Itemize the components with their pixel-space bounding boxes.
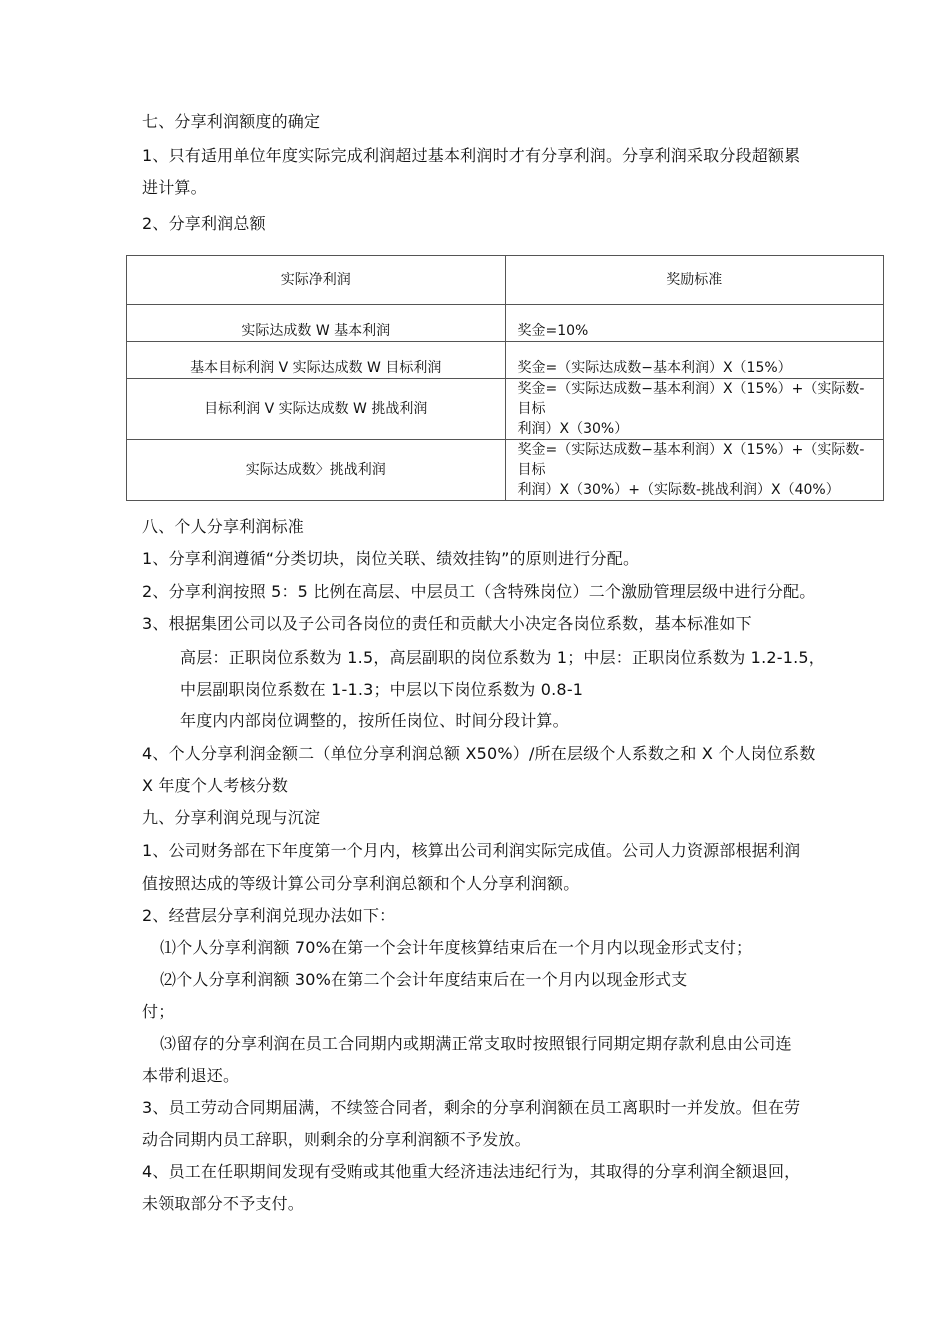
section-9-item-2-line-1: ⑵个人分享利润额 30%在第二个会计年度结束后在一个月内以现金形式支	[160, 970, 688, 989]
table-header-standard: 奖励标准	[505, 256, 884, 305]
section-8-para-3: 3、根据集团公司以及子公司各岗位的责任和贡献大小决定各岗位系数，基本标准如下	[142, 614, 752, 633]
section-7-para-1-line-2: 进计算。	[142, 178, 207, 197]
section-8-para-4-line-2: X 年度个人考核分数	[142, 776, 289, 795]
table-row	[127, 342, 884, 379]
table-cell-condition: 基本目标利润 V 实际达成数 W 目标利润	[127, 342, 506, 379]
standard-text-line: 奖金=（实际达成数−基本利润）X（15%）	[517, 360, 792, 376]
standard-text-line: 利润）X（30%）+（实际数-挑战利润）X（40%）	[517, 482, 840, 498]
section-8-para-3-sub-1: 高层：正职岗位系数为 1.5，高层副职的岗位系数为 1；中层：正职岗位系数为 1.2-1.5，	[180, 648, 825, 667]
section-8-para-3-sub-3: 年度内内部岗位调整的，按所任岗位、时间分段计算。	[180, 711, 569, 730]
table-header-row	[127, 256, 884, 305]
section-9-para-4-line-2: 未领取部分不予支付。	[142, 1194, 305, 1213]
section-9-para-3-line-1: 3、员工劳动合同期届满，不续签合同者，剩余的分享利润额在员工离职时一并发放。但在劳	[142, 1098, 801, 1117]
standard-text-line: 利润）X（30%）	[517, 421, 629, 437]
section-8-heading: 八、个人分享利润标准	[142, 517, 305, 536]
section-7-para-2: 2、分享利润总额	[142, 214, 266, 233]
section-8-para-3-sub-2: 中层副职岗位系数在 1-1.3；中层以下岗位系数为 0.8-1	[180, 680, 584, 699]
section-7-para-1-line-1: 1、只有适用单位年度实际完成利润超过基本利润时才有分享利润。分享利润采取分段超额累	[142, 146, 801, 165]
table-cell-standard	[505, 379, 884, 440]
table-cell-condition: 实际达成数〉挑战利润	[127, 440, 506, 501]
standard-text-line: 奖金=（实际达成数−基本利润）X（15%）+（实际数-目标	[517, 442, 865, 478]
table-cell-condition: 目标利润 V 实际达成数 W 挑战利润	[127, 379, 506, 440]
table-row	[127, 440, 884, 501]
standard-text-line: 奖金=（实际达成数−基本利润）X（15%）+（实际数-目标	[517, 381, 865, 417]
section-9-para-1-line-2: 值按照达成的等级计算公司分享利润总额和个人分享利润额。	[142, 874, 580, 893]
table-cell-standard	[505, 342, 884, 379]
section-7-heading: 七、分享利润额度的确定	[142, 112, 321, 131]
section-9-para-1-line-1: 1、公司财务部在下年度第一个月内，核算出公司利润实际完成值。公司人力资源部根据利润	[142, 841, 801, 860]
section-9-item-3-line-2: 本带利退还。	[142, 1066, 240, 1085]
table-row	[127, 305, 884, 342]
table-cell-standard	[505, 440, 884, 501]
table-cell-condition: 实际达成数 W 基本利润	[127, 305, 506, 342]
section-8-para-2: 2、分享利润按照 5：5 比例在高层、中层员工（含特殊岗位）二个激励管理层级中进行分配。	[142, 582, 816, 601]
section-9-para-3-line-2: 动合同期内员工辞职，则剩余的分享利润额不予发放。	[142, 1130, 531, 1149]
table-header-condition: 实际净利润	[127, 256, 506, 305]
standard-text-line: 奖金=10%	[517, 323, 589, 339]
section-9-para-4-line-1: 4、员工在任职期间发现有受贿或其他重大经济违法违纪行为，其取得的分享利润全额退回，	[142, 1162, 801, 1181]
section-9-item-2-line-2: 付；	[142, 1002, 175, 1021]
reward-standard-table	[126, 255, 884, 501]
table-cell-standard	[505, 305, 884, 342]
section-9-item-3-line-1: ⑶留存的分享利润在员工合同期内或期满正常支取时按照银行同期定期存款利息由公司连	[160, 1034, 792, 1053]
section-9-item-1: ⑴个人分享利润额 70%在第一个会计年度核算结束后在一个月内以现金形式支付；	[160, 938, 753, 957]
section-9-para-2: 2、经营层分享利润兑现办法如下：	[142, 906, 396, 925]
section-8-para-4-line-1: 4、个人分享利润金额二（单位分享利润总额 X50%）/所在层级个人系数之和 X 个人岗位系数	[142, 744, 816, 763]
section-9-heading: 九、分享利润兑现与沉淀	[142, 808, 321, 827]
section-8-para-1: 1、分享利润遵循“分类切块，岗位关联、绩效挂钩”的原则进行分配。	[142, 549, 640, 568]
table-row	[127, 379, 884, 440]
